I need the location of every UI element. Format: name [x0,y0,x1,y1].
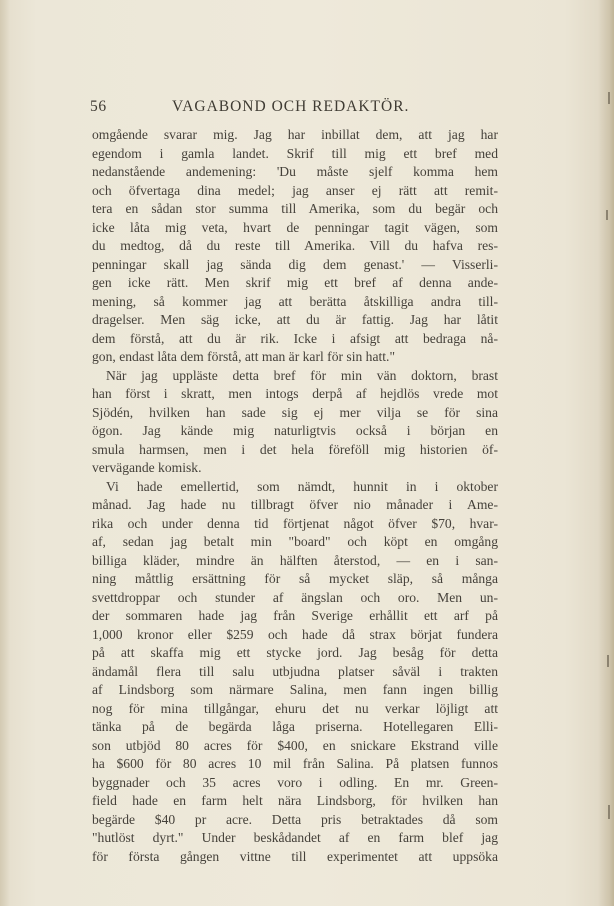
text-line: När jag uppläste detta bref för min vän doktorn, brast [106,367,498,383]
text-line: tänka på de begärda låga priserna. Hotellegaren Elli- [92,719,498,734]
text-line: 1,000 kronor eller $259 och hade då strax börjat fundera [92,626,498,642]
text-line: dem förstå, att du är rik. Icke i afsigt att bedraga nå- [92,330,498,346]
edge-mark [606,210,608,220]
text-line: svettdroppar och stunder af ängslan och oro. Men un- [92,589,498,605]
text-line: omgående svarar mig. Jag har inbillat dem, att jag har [92,127,498,142]
text-line: på att skaffa mig ett stycke jord. Jag besåg för detta [92,645,498,660]
text-line: vervägande komisk. [92,460,202,475]
text-line: penningar skall jag sända dig dem genast.' — Visserli- [92,256,498,272]
text-line: Sjödén, hvilken han sade sig ej mer vilja se för sina [92,404,498,420]
text-line: ning måttlig ersättning för så mycket släp, så många [92,571,498,586]
text-line: för första gången vittne till experimentet att uppsöka [92,848,498,864]
page-header [90,98,530,120]
body-text [92,126,498,866]
page-edge [598,0,614,906]
text-line: tera en sådan stor summa till Amerika, som du begär och [92,201,498,216]
page-number: 56 [90,98,107,115]
edge-mark [608,805,610,819]
text-line: begärde $40 pr acre. Detta pris betraktades då som [92,811,498,827]
running-title: VAGABOND OCH REDAKTÖR. [172,98,410,115]
text-line: af Lindsborg som närmare Salina, men fann ingen billig [92,682,498,697]
text-line: "hutlöst dyrt." Under beskådandet af en farm blef jag [92,830,498,845]
text-line: nog för mina tillgångar, ehuru det nu verkar löjligt att [92,700,498,716]
text-line: gon, endast låta dem förstå, att man är karl för sin hatt." [92,349,396,364]
text-line: mening, så kommer jag att berätta åtskilliga andra till- [92,293,498,309]
text-line: och öfvertaga dina medel; jag anser ej rätt att remit- [92,182,498,198]
text-line: ändamål flera till salu utbjudna platser såväl i trakten [92,663,498,679]
text-line: ha $600 för 80 acres 10 mil från Salina. På platsen funnos [92,756,498,771]
text-line: rika och under denna tid förtjenat något öfver $70, hvar- [92,515,498,531]
text-line: månad. Jag hade nu tillbragt öfver nio månader i Ame- [92,497,498,512]
text-line: billiga kläder, mindre än hälften återstod, — en i san- [92,552,498,568]
text-line: nedanstående andemening: 'Du måste sjelf komma hem [92,164,498,179]
edge-mark [608,92,610,104]
text-line: smula harmsen, men i det hela föreföll mig historien öf- [92,441,498,457]
text-line: icke låta mig veta, hvart de penningar tagit vägen, som [92,219,498,235]
text-line: byggnader och 35 acres voro i odling. En mr. Green- [92,774,498,790]
text-line: der sommaren hade jag från Sverige erhållit ett arf på [92,608,498,623]
text-line: egendom i gamla landet. Skrif till mig ett bref med [92,145,498,161]
edge-mark [607,655,609,667]
text-line: dragelser. Men säg icke, att du är fattig. Jag har låtit [92,312,498,327]
text-line: gen icke rätt. Men skrif mig ett bref af denna ande- [92,275,498,290]
gutter-shadow [0,0,10,906]
text-line: ögon. Jag kände mig naturligtvis också i början en [92,423,498,438]
text-line: son utbjöd 80 acres för $400, en snickare Ekstrand ville [92,737,498,753]
text-line: du medtog, då du reste till Amerika. Vill du hafva res- [92,238,498,253]
text-line: han först i skratt, men intogs derpå af hejdlös vrede mot [92,386,498,401]
text-line: Vi hade emellertid, som nämdt, hunnit in i oktober [106,478,498,494]
text-line: field hade en farm helt nära Lindsborg, för hvilken han [92,793,498,808]
text-line: af, sedan jag betalt min "board" och köpt en omgång [92,534,498,549]
